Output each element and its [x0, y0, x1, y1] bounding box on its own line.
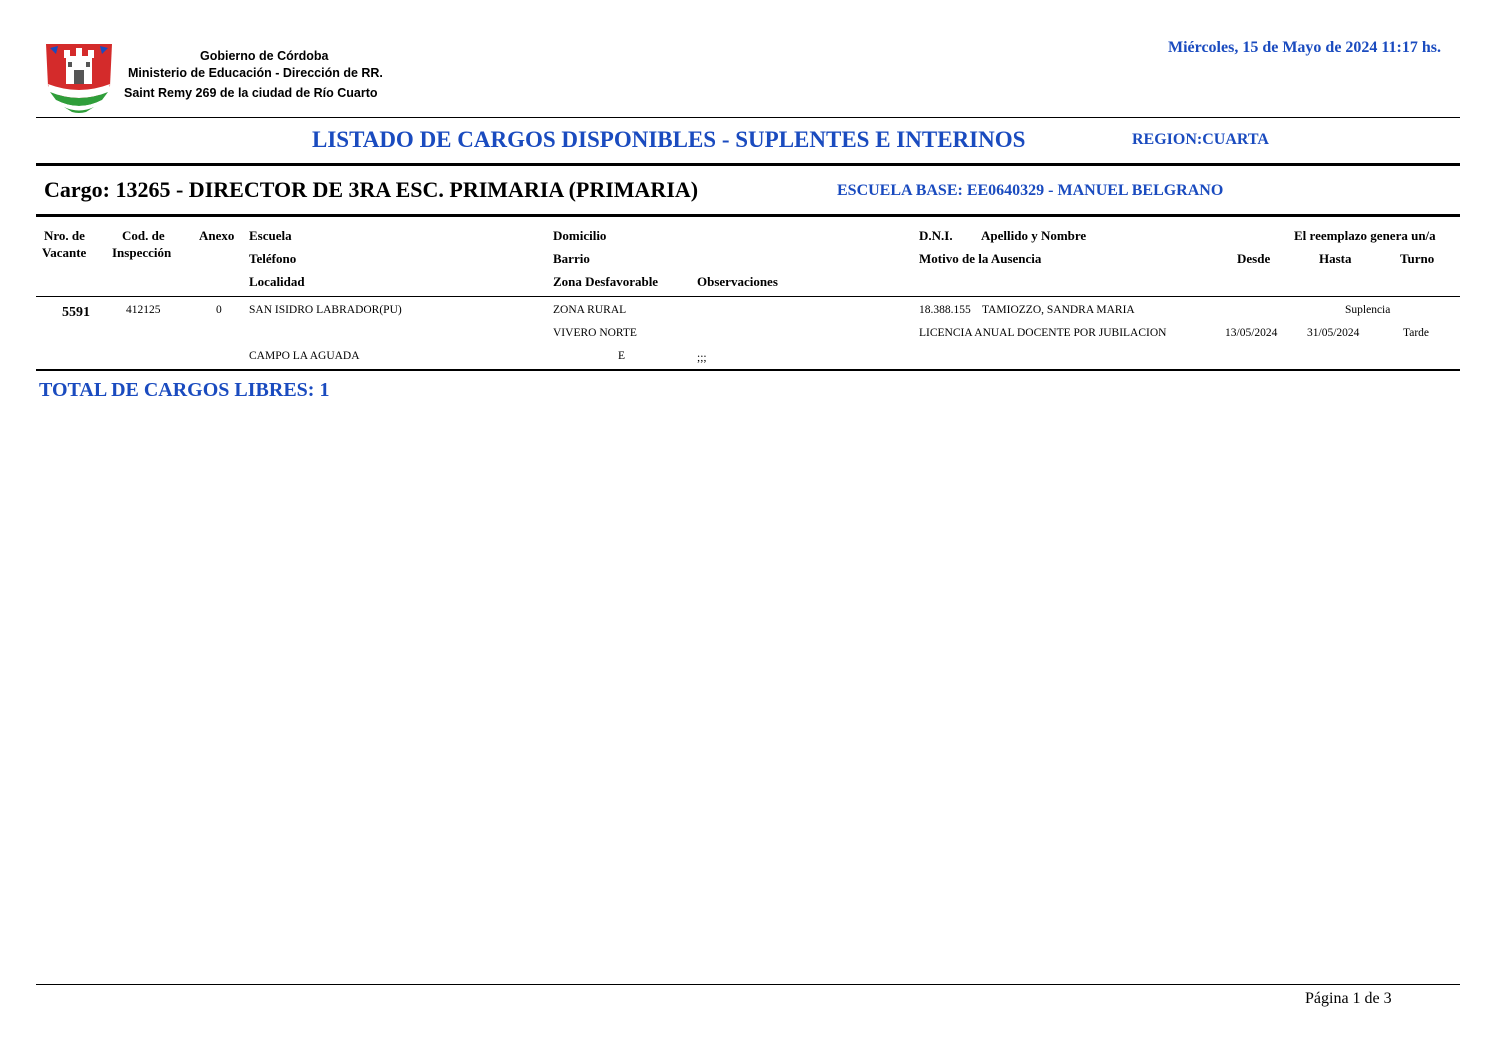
row-anexo: 0	[216, 304, 222, 316]
divider-cargo	[36, 214, 1460, 217]
col-telefono: Teléfono	[249, 251, 297, 266]
org-line-2: Ministerio de Educación - Dirección de RR.	[128, 66, 383, 80]
report-datetime: Miércoles, 15 de Mayo de 2024 11:17 hs.	[1167, 39, 1441, 56]
col-turno: Turno	[1400, 251, 1435, 266]
col-nro-2: Vacante	[42, 245, 87, 260]
col-cod-1: Cod. de	[122, 228, 165, 243]
row-desde: 13/05/2024	[1225, 327, 1278, 339]
divider-row	[36, 369, 1460, 371]
org-line-1: Gobierno de Córdoba	[200, 49, 329, 63]
divider-title	[36, 163, 1460, 166]
row-barrio: VIVERO NORTE	[553, 327, 637, 339]
row-hasta: 31/05/2024	[1307, 327, 1360, 339]
row-nro-vacante: 5591	[62, 305, 90, 320]
cordoba-coat-of-arms-icon	[40, 34, 118, 114]
col-apellido: Apellido y Nombre	[981, 228, 1087, 243]
divider-top	[36, 117, 1460, 118]
col-nro-1: Nro. de	[44, 228, 85, 243]
row-escuela: SAN ISIDRO LABRADOR(PU)	[249, 304, 402, 316]
divider-header	[36, 296, 1460, 297]
report-title: LISTADO DE CARGOS DISPONIBLES - SUPLENTES E INTERINOS	[312, 127, 1026, 152]
col-reemplazo: El reemplazo genera un/a	[1294, 228, 1436, 243]
logo	[40, 34, 118, 114]
page-number: Página 1 de 3	[1305, 990, 1392, 1007]
cargo-heading: Cargo: 13265 - DIRECTOR DE 3RA ESC. PRIMARIA (PRIMARIA)	[44, 177, 699, 202]
col-dni: D.N.I.	[919, 228, 953, 243]
row-genera: Suplencia	[1345, 304, 1391, 316]
row-zona: E	[618, 350, 626, 362]
col-hasta: Hasta	[1319, 251, 1352, 266]
row-turno: Tarde	[1403, 327, 1430, 339]
col-anexo: Anexo	[199, 228, 235, 243]
col-observaciones: Observaciones	[697, 274, 778, 289]
col-domicilio: Domicilio	[553, 228, 607, 243]
row-domicilio: ZONA RURAL	[553, 304, 627, 316]
report-region: REGION:CUARTA	[1132, 131, 1269, 148]
col-escuela: Escuela	[249, 228, 292, 243]
divider-footer	[36, 984, 1460, 985]
row-apellido-nombre: TAMIOZZO, SANDRA MARIA	[982, 304, 1135, 316]
row-localidad: CAMPO LA AGUADA	[249, 350, 360, 362]
escuela-base: ESCUELA BASE: EE0640329 - MANUEL BELGRANO	[837, 182, 1224, 199]
row-dni: 18.388.155	[919, 304, 971, 316]
col-motivo: Motivo de la Ausencia	[919, 251, 1042, 266]
org-line-3: Saint Remy 269 de la ciudad de Río Cuarto	[124, 86, 378, 100]
row-observaciones: ;;;	[697, 352, 707, 364]
row-motivo: LICENCIA ANUAL DOCENTE POR JUBILACION	[919, 327, 1167, 339]
total-cargos: TOTAL DE CARGOS LIBRES: 1	[39, 379, 330, 401]
col-desde: Desde	[1237, 251, 1271, 266]
col-cod-2: Inspección	[112, 245, 172, 260]
col-localidad: Localidad	[249, 274, 305, 289]
row-cod-inspeccion: 412125	[126, 304, 161, 316]
col-zona: Zona Desfavorable	[553, 274, 659, 289]
col-barrio: Barrio	[553, 251, 590, 266]
